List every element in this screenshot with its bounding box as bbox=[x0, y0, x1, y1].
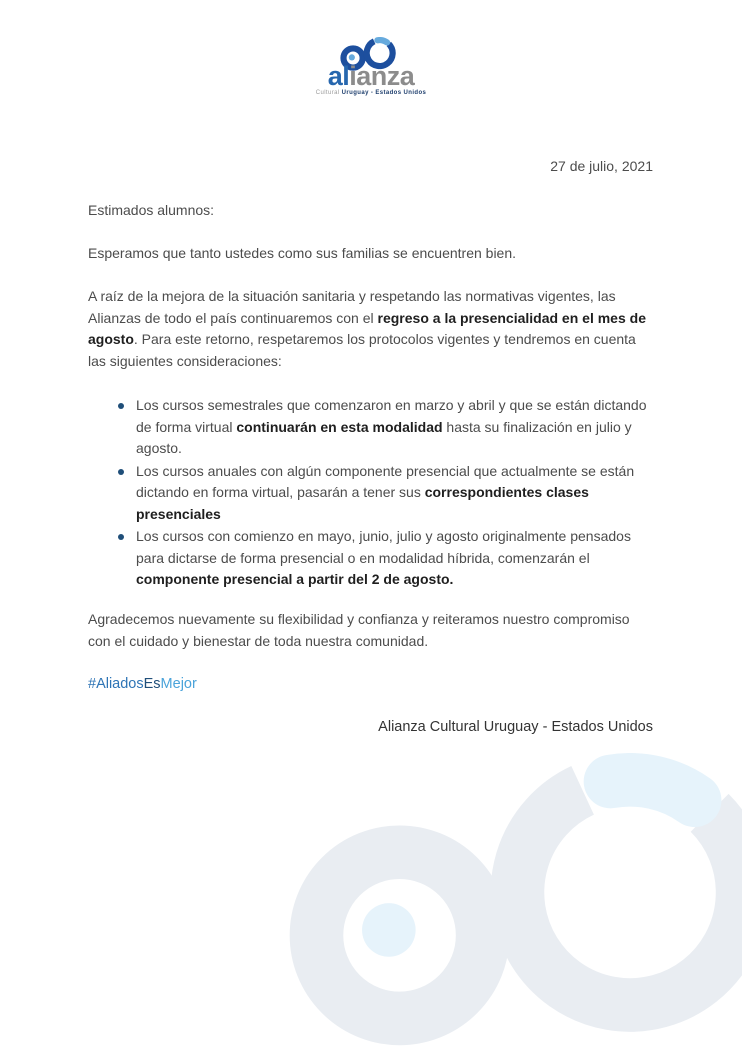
paragraph-text: . Para este retorno, respetaremos los protocolos vigentes y tendremos en cuenta las siguientes consideraciones: bbox=[88, 331, 636, 369]
bullet-icon bbox=[118, 534, 124, 540]
logo-tagline bbox=[0, 90, 742, 96]
list-item-text: Los cursos anuales con algún componente presencial que actualmente se están dictando en forma virtual, pasarán a tener sus bbox=[136, 462, 635, 500]
list-item-text: Los cursos semestrales que comenzaron en marzo y abril y que se están dictando de forma virtual bbox=[136, 397, 647, 435]
hashtag-part-1: #Aliados bbox=[88, 676, 144, 692]
hashtag-line bbox=[88, 674, 653, 696]
tagline-light-part: Cultural bbox=[315, 90, 340, 97]
alianza-logo bbox=[0, 37, 742, 96]
hashtag-part-3: Mejor bbox=[160, 676, 197, 692]
tagline-dark-part: Uruguay - Estados Unidos bbox=[341, 90, 427, 97]
paragraph-text: A raíz de la mejora de la situación sanitaria y respetando las normativas vigentes, las Alianzas de todo el país continuaremos con el bbox=[88, 288, 616, 326]
list-item-bold-text: correspondientes clases presenciales bbox=[136, 484, 589, 522]
list-item-bold-text: continuarán en esta modalidad bbox=[236, 418, 443, 435]
signature-line: Alianza Cultural Uruguay - Estados Unidos bbox=[378, 719, 653, 735]
intro-paragraph: Esperamos que tanto ustedes como sus familias se encuentren bien. bbox=[88, 245, 517, 261]
greeting-line: Estimados alumnos: bbox=[88, 202, 215, 218]
hashtag-part-2: Es bbox=[143, 676, 161, 692]
considerations-list bbox=[112, 395, 656, 592]
logo-wordmark bbox=[0, 62, 742, 90]
wordmark-gray-part: ianza bbox=[349, 61, 415, 91]
closing-paragraph: Agradecemos nuevamente su flexibilidad y confianza y reiteramos nuestro compromiso con el cuidado y bienestar de toda nuestra comunidad. bbox=[88, 611, 630, 649]
bullet-icon bbox=[118, 469, 124, 475]
wordmark-blue-part: al bbox=[327, 61, 350, 91]
list-item bbox=[112, 526, 656, 591]
list-item-bold-text: componente presencial a partir del 2 de agosto. bbox=[136, 571, 454, 587]
list-item-text: Los cursos con comienzo en mayo, junio, julio y agosto originalmente pensados para dictarse de forma presencial o en modalidad híbrida, comenzarán el bbox=[136, 528, 631, 566]
regreso-paragraph bbox=[88, 286, 653, 372]
alianza-watermark-icon bbox=[287, 753, 742, 1048]
letter-date: 27 de julio, 2021 bbox=[550, 158, 653, 174]
paragraph-bold-text: regreso a la presencialidad en el mes de agosto bbox=[88, 309, 646, 347]
bullet-icon bbox=[118, 403, 124, 409]
list-item bbox=[112, 461, 656, 526]
list-item bbox=[112, 395, 656, 460]
list-item-text: hasta su finalización en julio y agosto. bbox=[136, 418, 632, 456]
